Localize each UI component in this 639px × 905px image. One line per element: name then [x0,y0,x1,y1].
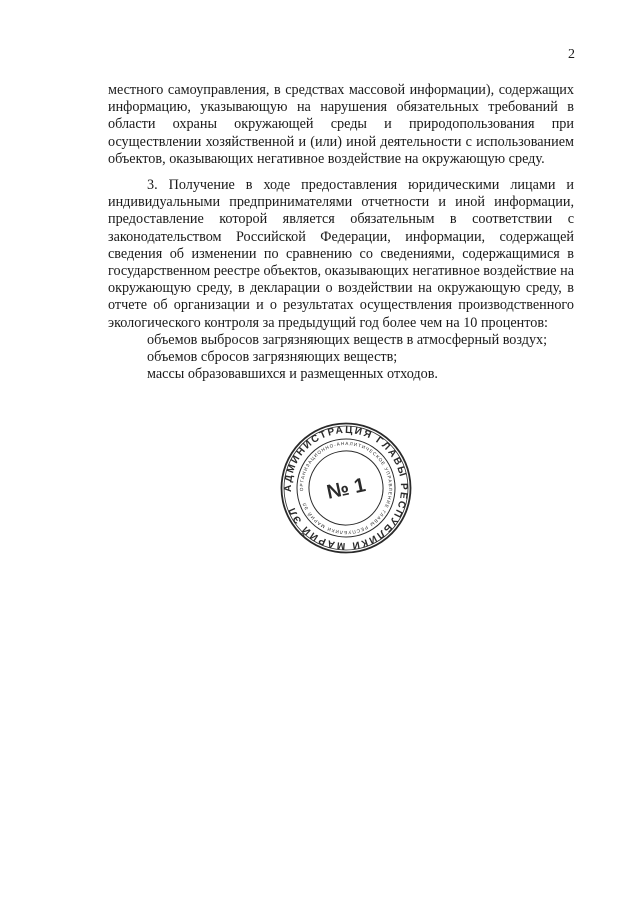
stamp-outer-text: АДМИНИСТРАЦИЯ ГЛАВЫ РЕСПУБЛИКИ МАРИЙ ЭЛ [282,424,410,552]
list-item-emissions: объемов выбросов загрязняющих веществ в атмосферный воздух; [147,331,548,348]
document-body [108,82,574,383]
official-stamp [279,421,413,555]
stamp-number: № 1 [324,474,368,504]
list-item-discharges: объемов сбросов загрязняющих веществ; [147,349,398,366]
page-number: 2 [568,47,575,62]
stamp-inner-text: ОРГАНИЗАЦИОННО-АНАЛИТИЧЕСКОЕ УПРАВЛЕНИЕ ГЛАВЫ РЕСПУБЛИКИ МАРИЙ ЭЛ [298,440,394,536]
stamp-seal-icon [279,421,413,555]
paragraph-item-3: 3. Получение в ходе предоставления юридическими лицами и индивидуальными предпринимателями отчетности и иной информации, предоставление которой является обязательным в соответствии с законодательством Российской Федерации, информации, содержащей сведения об изменении по сравнению со сведениями, содержащимися в государственном реестре объектов, оказывающих негативное воздействие на окружающую среду, в декларации о воздействии на окружающую среду, в отчете об организации и о результатах осуществления производственного экологического контроля за предыдущий год более чем на 10 процентов: [108,177,574,331]
list-item-waste: массы образовавшихся и размещенных отходов. [147,366,438,383]
paragraph-continued: местного самоуправления, в средствах массовой информации), содержащих информацию, указывающую на нарушения обязательных требований в области охраны окружающей среды и природопользования при осуществлении хозяйственной и (или) иной деятельности с использованием объектов, оказывающих негативное воздействие на окружающую среду. [108,82,574,167]
